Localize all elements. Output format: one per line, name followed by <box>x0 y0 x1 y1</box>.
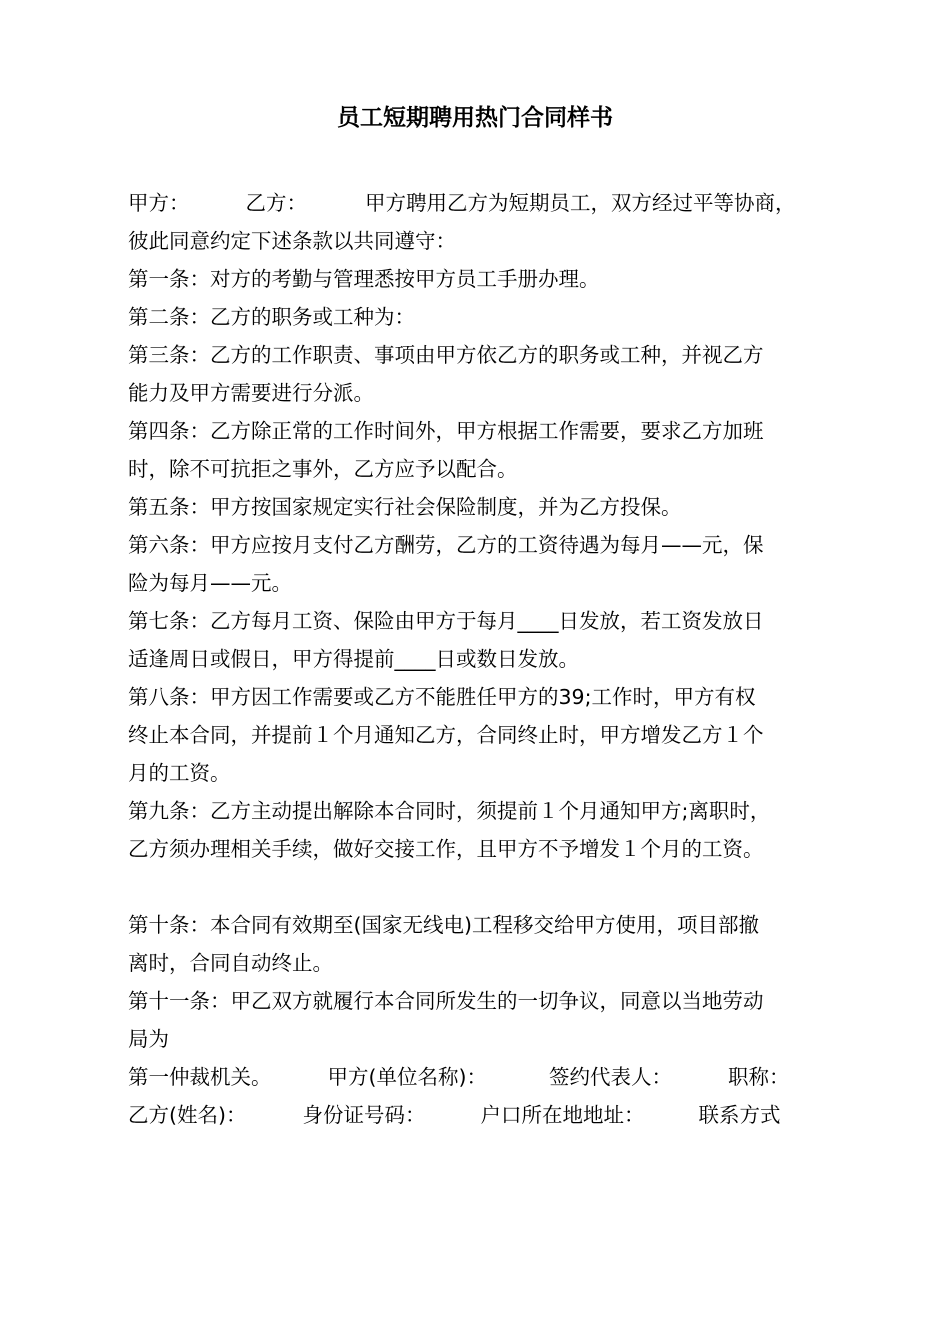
clause-6-line-2: 险为每月——元。 <box>128 571 292 595</box>
clause-4-line-1: 第四条：乙方除正常的工作时间外，甲方根据工作需要，要求乙方加班 <box>128 419 764 443</box>
party-b-name-label: 乙方(姓名)： <box>128 1103 247 1127</box>
clause-8-line-1: 第八条：甲方因工作需要或乙方不能胜任甲方的39;工作时，甲方有权 <box>128 685 756 709</box>
intro-text: 甲方聘用乙方为短期员工，双方经过平等协商， <box>365 191 796 215</box>
arbitration-text: 第一仲裁机关。 <box>128 1065 272 1089</box>
page-title: 员工短期聘用热门合同样书 <box>337 105 613 131</box>
clause-9-line-1: 第九条：乙方主动提出解除本合同时，须提前１个月通知甲方;离职时， <box>128 799 771 823</box>
signature-line-2 <box>128 1096 828 1134</box>
title-label: 职称： <box>728 1065 790 1089</box>
party-a-unit-label: 甲方(单位名称)： <box>327 1065 487 1089</box>
clause-11-line-1: 第十一条：甲乙双方就履行本合同所发生的一切争议，同意以当地劳动 <box>128 989 764 1013</box>
contract-body <box>128 184 828 1134</box>
clause-10-line-2: 离时，合同自动终止。 <box>128 951 333 975</box>
clause-6-line-1: 第六条：甲方应按月支付乙方酬劳，乙方的工资待遇为每月——元，保 <box>128 533 764 557</box>
clause-5: 第五条：甲方按国家规定实行社会保险制度，并为乙方投保。 <box>128 495 682 519</box>
id-number-label: 身份证号码： <box>302 1103 426 1127</box>
clause-3-line-1: 第三条：乙方的工作职责、事项由甲方依乙方的职务或工种，并视乙方 <box>128 343 764 367</box>
party-a-label: 甲方： <box>128 191 190 215</box>
clause-3-line-2: 能力及甲方需要进行分派。 <box>128 381 374 405</box>
signature-line-1 <box>128 1058 828 1096</box>
contact-label: 联系方式 <box>698 1103 781 1127</box>
clause-1: 第一条：对方的考勤与管理悉按甲方员工手册办理。 <box>128 267 600 291</box>
clause-7-line-2: 适逢周日或假日，甲方得提前____日或数日发放。 <box>128 647 579 671</box>
clause-7-line-1: 第七条：乙方每月工资、保险由甲方于每月____日发放，若工资发放日 <box>128 609 764 633</box>
clause-10-line-1: 第十条：本合同有效期至(国家无线电)工程移交给甲方使用，项目部撤 <box>128 913 759 937</box>
clause-8-line-3: 月的工资。 <box>128 761 231 785</box>
clause-9-line-2: 乙方须办理相关手续，做好交接工作，且甲方不予增发１个月的工资。 <box>128 837 764 861</box>
intro-line <box>128 184 828 222</box>
clause-4-line-2: 时，除不可抗拒之事外，乙方应予以配合。 <box>128 457 518 481</box>
clause-8-line-2: 终止本合同，并提前１个月通知乙方，合同终止时，甲方增发乙方１个 <box>128 723 764 747</box>
clause-11-line-2: 局为 <box>128 1027 169 1051</box>
representative-label: 签约代表人： <box>549 1065 672 1089</box>
clause-2: 第二条：乙方的职务或工种为： <box>128 305 415 329</box>
party-b-label: 乙方： <box>245 191 307 215</box>
intro-line-2: 彼此同意约定下述条款以共同遵守： <box>128 229 456 253</box>
address-label: 户口所在地地址： <box>480 1103 645 1127</box>
